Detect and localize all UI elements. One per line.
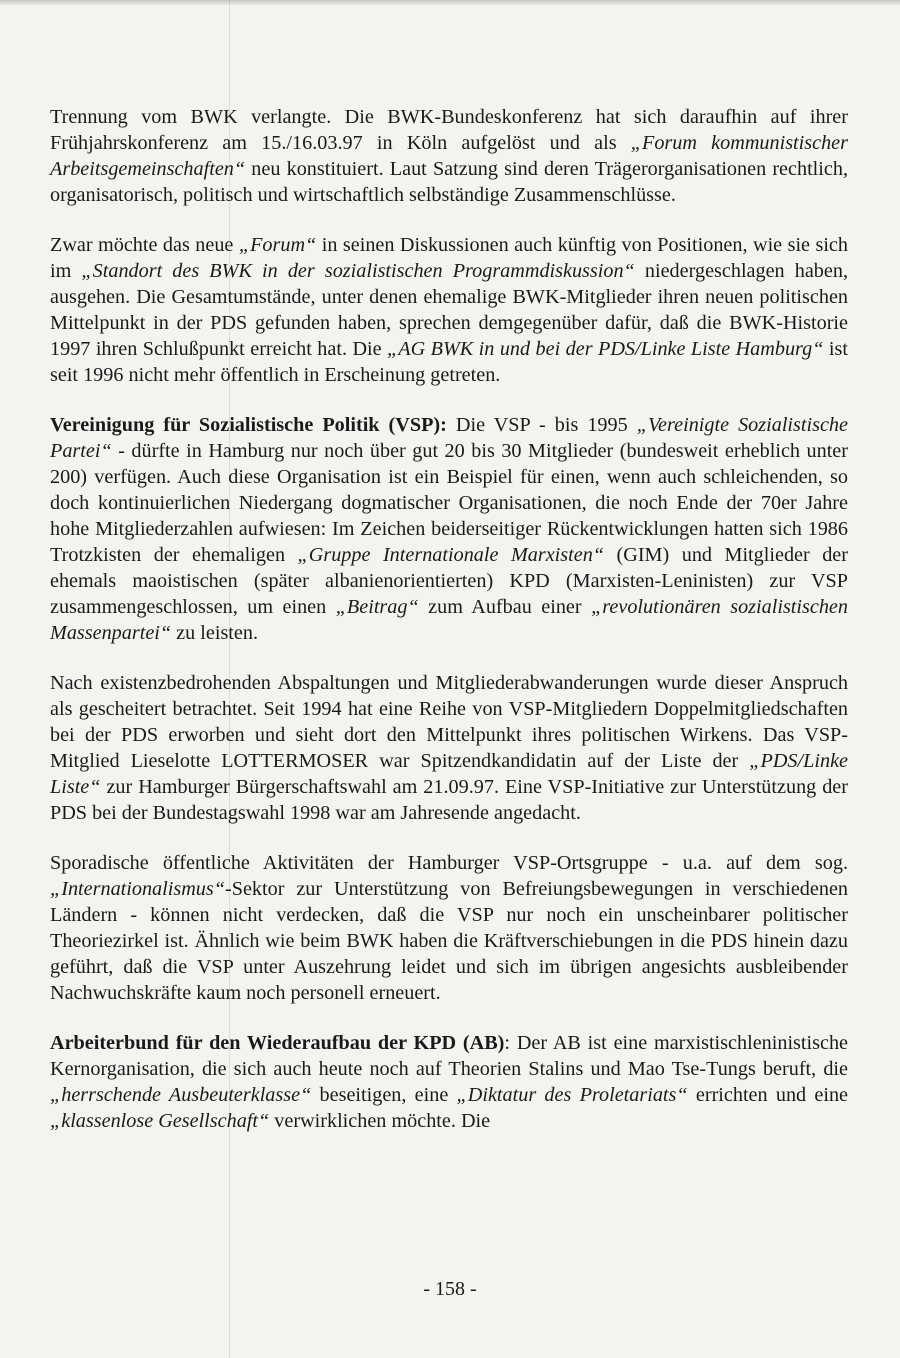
italic-run: „PDS/Linke Liste“ — [50, 750, 848, 798]
text-run: - dürfte in Hamburg nur noch über gut 20 bis 30 Mitglieder (bundesweit erheblich unter 200) verfügen. Auch diese Organisation ist ein Beispiel für einen, wenn auch schleichenden, so doch kontinuierlichen Niedergang dogmatischer Organisationen, die noch Ende der 70er Jahre hohe Mitgliederzahlen aufwiesen: Im Zeichen beiderseitiger Rückentwicklungen hatten sich 1986 Trotzkisten der ehemaligen — [50, 440, 848, 566]
italic-run: „Forum“ — [238, 234, 317, 256]
text-run: Zwar möchte das neue — [50, 234, 239, 256]
text-run: errichten und eine — [687, 1084, 848, 1106]
text-run: (GIM) und Mitglieder der ehemals maoistischen (später albanienorientierten) KPD (Marxisten-Leninisten) zur VSP zusammengeschlossen, um einen — [50, 544, 848, 618]
text-run: verwirklichen möchte. Die — [269, 1110, 491, 1132]
paragraph-bwk-conference — [50, 104, 848, 208]
text-run: : Der AB ist eine marxistischleninistische Kernorganisation, die sich auch heute noch auf Theorien Stalins und Mao Tse-Tungs beruft, die — [50, 1032, 848, 1080]
italic-run: „Gruppe Internationale Marxisten“ — [297, 544, 605, 566]
italic-run: „Standort des BWK in der sozialistischen Programmdiskussion“ — [81, 260, 635, 282]
italic-run: „Vereinigte Sozialistische Partei“ — [50, 414, 848, 462]
italic-run: „klassenlose Gesellschaft“ — [50, 1110, 270, 1132]
italic-run: „Diktatur des Proletariats“ — [456, 1084, 688, 1106]
text-run: -Sektor zur Unterstützung von Befreiungsbewegungen in verschiedenen Ländern - können nicht verdecken, daß die VSP nur noch ein unscheinbarer politischer Theoriezirkel ist. Ähnlich wie beim BWK haben die Kräftverschiebungen in die PDS hinein dazu geführt, daß die VSP unter Auszehrung leidet und sich im übrigen angesichts ausbleibender Nachwuchskräfte kaum noch personell erneuert. — [50, 878, 848, 1004]
italic-run: „Beitrag“ — [335, 596, 419, 618]
paragraph-vsp-decline — [50, 670, 848, 826]
scan-top-edge — [0, 0, 900, 5]
text-run: zum Aufbau einer — [418, 596, 592, 618]
paragraph-ab — [50, 1030, 848, 1134]
italic-run: „herrschende Ausbeuterklasse“ — [50, 1084, 312, 1106]
text-run: ist seit 1996 nicht mehr öffentlich in Erscheinung getreten. — [50, 338, 848, 386]
paragraph-forum-positions — [50, 232, 848, 388]
text-run: beseitigen, eine — [311, 1084, 457, 1106]
paragraph-vsp-activities — [50, 850, 848, 1006]
text-run: niedergeschlagen haben, ausgehen. Die Gesamtumstände, unter denen ehemalige BWK-Mitglieder ihren neuen politischen Mittelpunkt in der PDS gefunden haben, sprechen demgegenüber dafür, daß die BWK-Historie 1997 ihren Schlußpunkt erreicht hat. Die — [50, 260, 849, 360]
paragraph-vsp — [50, 412, 848, 646]
italic-run: „Forum kommunistischer Arbeitsgemeinschaften“ — [50, 132, 848, 180]
section-heading-ab: Arbeiterbund für den Wiederaufbau der KPD (AB) — [50, 1032, 505, 1054]
text-run: Trennung vom BWK verlangte. Die BWK-Bundeskonferenz hat sich daraufhin auf ihrer Frühjahrskonferenz am 15./16.03.97 in Köln aufgelöst und als — [50, 106, 848, 154]
section-heading-vsp: Vereinigung für Sozialistische Politik (VSP): — [50, 414, 447, 436]
page-number: - 158 - — [423, 1278, 477, 1300]
italic-run: „Internationalismus“ — [50, 878, 225, 900]
text-run: neu konstituiert. Laut Satzung sind deren Trägerorganisationen rechtlich, organisatorisch, politisch und wirtschaftlich selbständige Zusammenschlüsse. — [50, 158, 848, 206]
text-run: Nach existenzbedrohenden Abspaltungen und Mitgliederabwanderungen wurde dieser Anspruch als gescheitert betrachtet. Seit 1994 hat eine Reihe von VSP-Mitgliedern Doppelmitgliedschaften bei der PDS erworben und sieht dort den Mittelpunkt ihres politischen Wirkens. Das VSP-Mitglied Lieselotte LOTTERMOSER war Spitzendkandidatin auf der Liste der — [50, 672, 848, 772]
italic-run: „AG BWK in und bei der PDS/Linke Liste Hamburg“ — [387, 338, 824, 360]
italic-run: „revolutionären sozialistischen Massenpartei“ — [50, 596, 848, 644]
text-run: in seinen Diskussionen auch künftig von Positionen, wie sie sich im — [50, 234, 848, 282]
text-run: zu leisten. — [171, 622, 259, 644]
text-run: Sporadische öffentliche Aktivitäten der Hamburger VSP-Ortsgruppe - u.a. auf dem sog. — [50, 852, 848, 874]
text-run: zur Hamburger Bürgerschaftswahl am 21.09.97. Eine VSP-Initiative zur Unterstützung der PDS bei der Bundestagswahl 1998 war am Jahresende angedacht. — [50, 776, 848, 824]
text-run: Die VSP - bis 1995 — [446, 414, 637, 436]
document-page — [50, 104, 848, 1134]
